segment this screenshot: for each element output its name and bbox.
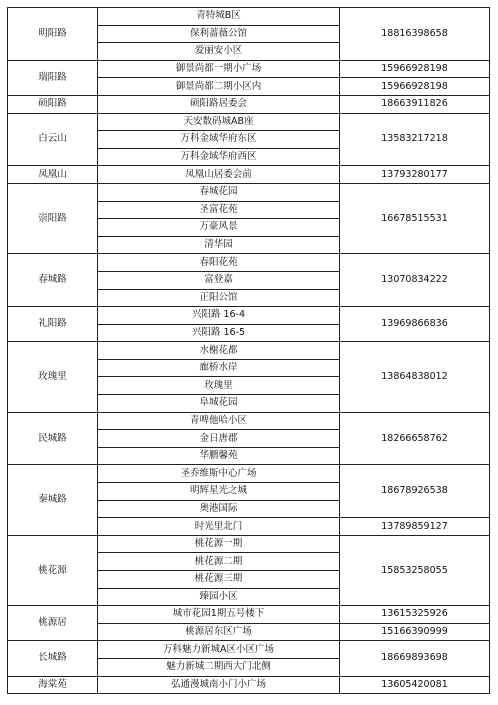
phone-cell: 18669893698	[340, 641, 490, 676]
table-row	[8, 641, 490, 659]
road-cell: 长城路	[8, 641, 98, 676]
phone-cell: 15166390999	[340, 623, 490, 641]
community-cell: 明辉星光之城	[98, 483, 340, 501]
road-cell: 明阳路	[8, 8, 98, 61]
road-cell: 凤凰山	[8, 166, 98, 184]
phone-cell: 15966928198	[340, 60, 490, 78]
community-cell: 玫瑰里	[98, 377, 340, 395]
community-cell: 桃花源二期	[98, 553, 340, 571]
phone-cell: 13793280177	[340, 166, 490, 184]
community-cell: 兴阳路 16-5	[98, 324, 340, 342]
community-cell: 御景尚都一期小广场	[98, 60, 340, 78]
community-phone-table	[7, 7, 490, 694]
community-cell: 正阳公馆	[98, 289, 340, 307]
community-cell: 圣乔维斯中心广场	[98, 465, 340, 483]
community-cell: 凤凰山居委会前	[98, 166, 340, 184]
table-row	[8, 606, 490, 624]
phone-cell: 13070834222	[340, 254, 490, 307]
phone-cell: 18663911826	[340, 95, 490, 113]
road-cell: 白云山	[8, 113, 98, 166]
community-cell: 桃花源一期	[98, 535, 340, 553]
road-cell: 瑞阳路	[8, 60, 98, 95]
community-cell: 青特城B区	[98, 8, 340, 26]
table-row	[8, 465, 490, 483]
community-cell: 臻园小区	[98, 588, 340, 606]
phone-cell: 18678926538	[340, 465, 490, 518]
community-cell: 魅力新城二期西大门北侧	[98, 658, 340, 676]
phone-cell: 15966928198	[340, 78, 490, 96]
phone-cell: 13789859127	[340, 518, 490, 536]
table-row	[8, 166, 490, 184]
road-cell: 海棠苑	[8, 676, 98, 694]
table-row	[8, 95, 490, 113]
table-row	[8, 342, 490, 360]
road-cell: 硕阳路	[8, 95, 98, 113]
road-cell: 春城路	[8, 254, 98, 307]
community-cell: 奥港国际	[98, 500, 340, 518]
phone-cell: 15853258055	[340, 535, 490, 605]
table-row	[8, 60, 490, 78]
community-cell: 万科金域华府西区	[98, 148, 340, 166]
community-cell: 爱丽安小区	[98, 43, 340, 61]
phone-cell: 13864838012	[340, 342, 490, 412]
road-cell: 玫瑰里	[8, 342, 98, 412]
community-cell: 硕阳路居委会	[98, 95, 340, 113]
community-cell: 保利蔷薇公馆	[98, 25, 340, 43]
table-row	[8, 183, 490, 201]
community-cell: 兴阳路 16-4	[98, 307, 340, 325]
table-row	[8, 412, 490, 430]
community-cell: 万科金域华府东区	[98, 131, 340, 149]
table-row	[8, 8, 490, 26]
road-cell: 礼阳路	[8, 307, 98, 342]
phone-cell: 13969866836	[340, 307, 490, 342]
table-row	[8, 676, 490, 694]
community-cell: 天安数码城AB座	[98, 113, 340, 131]
phone-cell: 18266658762	[340, 412, 490, 465]
phone-cell: 13615325926	[340, 606, 490, 624]
community-cell: 万豪风景	[98, 219, 340, 237]
road-cell: 桃源居	[8, 606, 98, 641]
community-cell: 金日唐郡	[98, 430, 340, 448]
phone-cell: 16678515531	[340, 183, 490, 253]
table-row	[8, 113, 490, 131]
phone-cell: 13583217218	[340, 113, 490, 166]
community-cell: 廊桥水岸	[98, 359, 340, 377]
road-cell: 桃花源	[8, 535, 98, 605]
community-cell: 富登嘉	[98, 271, 340, 289]
community-cell: 弘通漫城南小门小广场	[98, 676, 340, 694]
community-cell: 桃花源三期	[98, 571, 340, 589]
community-cell: 水榭花都	[98, 342, 340, 360]
community-cell: 华鹏馨苑	[98, 447, 340, 465]
table-row	[8, 307, 490, 325]
community-cell: 桃源居东区广场	[98, 623, 340, 641]
table-row	[8, 535, 490, 553]
community-cell: 清华园	[98, 236, 340, 254]
community-cell: 万科魅力新城A区小区广场	[98, 641, 340, 659]
road-cell: 民城路	[8, 412, 98, 465]
road-cell: 秦城路	[8, 465, 98, 535]
community-cell: 圣富花苑	[98, 201, 340, 219]
community-cell: 青啤他哈小区	[98, 412, 340, 430]
phone-cell: 13605420081	[340, 676, 490, 694]
road-cell: 崇阳路	[8, 183, 98, 253]
community-cell: 城市花园1期五号楼下	[98, 606, 340, 624]
community-cell: 御景尚都二期小区内	[98, 78, 340, 96]
community-cell: 春阳花苑	[98, 254, 340, 272]
community-cell: 阜城花园	[98, 395, 340, 413]
community-cell: 时光里北门	[98, 518, 340, 536]
phone-cell: 18816398658	[340, 8, 490, 61]
community-cell: 春城花园	[98, 183, 340, 201]
table-body	[8, 8, 490, 694]
table-row	[8, 254, 490, 272]
